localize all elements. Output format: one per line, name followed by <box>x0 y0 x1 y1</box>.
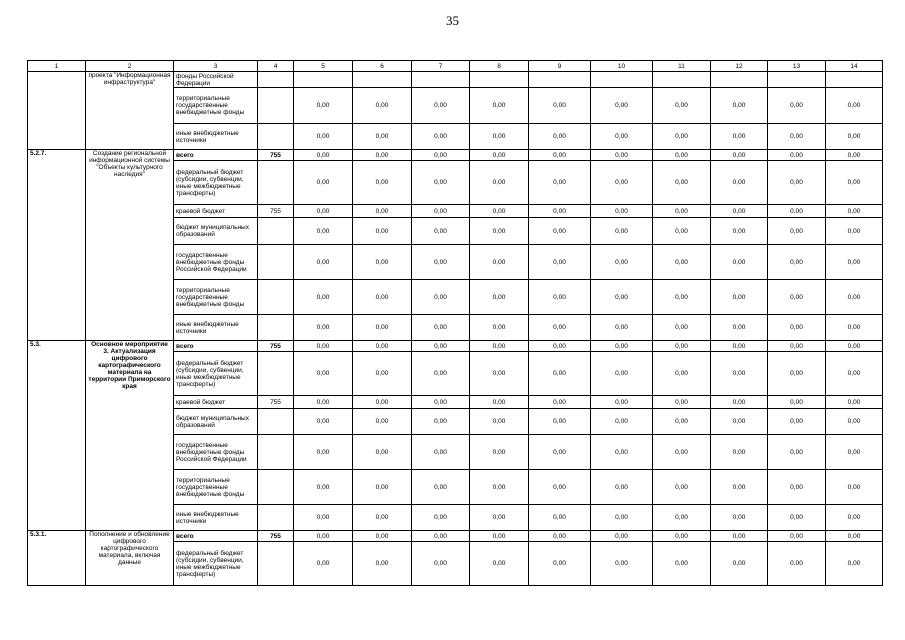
value-cell: 0,00 <box>826 124 883 150</box>
value-cell <box>653 72 711 88</box>
value-cell: 0,00 <box>826 205 883 218</box>
value-cell: 0,00 <box>826 505 883 531</box>
value-cell: 0,00 <box>294 542 353 586</box>
value-cell: 0,00 <box>591 542 653 586</box>
value-cell: 0,00 <box>412 205 470 218</box>
value-cell <box>768 72 826 88</box>
value-cell: 0,00 <box>653 218 711 245</box>
table-row <box>28 531 883 542</box>
value-cell <box>353 72 412 88</box>
value-cell: 0,00 <box>591 205 653 218</box>
value-cell: 0,00 <box>412 161 470 205</box>
value-cell: 0,00 <box>353 205 412 218</box>
value-cell: 0,00 <box>529 245 591 280</box>
value-cell <box>412 72 470 88</box>
budget-code <box>258 409 294 435</box>
funding-source: территориальные государственные внебюджетные фонды <box>174 280 258 315</box>
value-cell: 0,00 <box>768 396 826 409</box>
value-cell: 0,00 <box>826 341 883 352</box>
value-cell: 0,00 <box>470 396 529 409</box>
value-cell: 0,00 <box>653 505 711 531</box>
value-cell: 0,00 <box>653 150 711 161</box>
value-cell: 0,00 <box>826 150 883 161</box>
header-cell: 3 <box>174 61 258 72</box>
value-cell: 0,00 <box>529 435 591 470</box>
value-cell: 0,00 <box>470 409 529 435</box>
budget-code <box>258 470 294 505</box>
value-cell: 0,00 <box>294 124 353 150</box>
value-cell: 0,00 <box>826 396 883 409</box>
value-cell: 0,00 <box>353 150 412 161</box>
value-cell: 0,00 <box>591 150 653 161</box>
value-cell: 0,00 <box>412 280 470 315</box>
budget-code <box>258 280 294 315</box>
value-cell: 0,00 <box>826 542 883 586</box>
value-cell: 0,00 <box>470 435 529 470</box>
value-cell: 0,00 <box>826 352 883 396</box>
value-cell: 0,00 <box>711 124 768 150</box>
value-cell: 0,00 <box>826 280 883 315</box>
header-cell: 1 <box>28 61 86 72</box>
header-cell: 2 <box>86 61 174 72</box>
value-cell: 0,00 <box>470 245 529 280</box>
value-cell: 0,00 <box>529 280 591 315</box>
value-cell: 0,00 <box>412 341 470 352</box>
value-cell: 0,00 <box>826 88 883 124</box>
budget-code <box>258 352 294 396</box>
value-cell: 0,00 <box>412 352 470 396</box>
value-cell: 0,00 <box>529 396 591 409</box>
funding-source: территориальные государственные внебюджетные фонды <box>174 470 258 505</box>
value-cell: 0,00 <box>653 124 711 150</box>
page-number: 35 <box>446 13 459 28</box>
header-row <box>28 61 883 72</box>
funding-source: иные внебюджетные источники <box>174 124 258 150</box>
value-cell: 0,00 <box>529 161 591 205</box>
value-cell: 0,00 <box>591 124 653 150</box>
value-cell: 0,00 <box>768 341 826 352</box>
value-cell: 0,00 <box>412 88 470 124</box>
value-cell: 0,00 <box>768 124 826 150</box>
budget-code <box>258 542 294 586</box>
header-cell: 7 <box>412 61 470 72</box>
value-cell: 0,00 <box>711 505 768 531</box>
value-cell: 0,00 <box>653 341 711 352</box>
value-cell <box>711 72 768 88</box>
item-title: Основное мероприятие 3. Актуализация цифрового картографического материала на территории Приморского края <box>86 341 174 531</box>
value-cell: 0,00 <box>711 409 768 435</box>
value-cell: 0,00 <box>653 315 711 341</box>
value-cell: 0,00 <box>294 218 353 245</box>
item-number: 5.2.7. <box>28 150 86 341</box>
value-cell: 0,00 <box>826 245 883 280</box>
header-cell: 10 <box>591 61 653 72</box>
value-cell: 0,00 <box>294 470 353 505</box>
funding-source: государственные внебюджетные фонды Российской Федерации <box>174 245 258 280</box>
funding-source: иные внебюджетные источники <box>174 505 258 531</box>
value-cell: 0,00 <box>591 505 653 531</box>
funding-source: бюджет муниципальных образований <box>174 409 258 435</box>
value-cell: 0,00 <box>711 435 768 470</box>
header-cell: 5 <box>294 61 353 72</box>
value-cell: 0,00 <box>529 505 591 531</box>
value-cell: 0,00 <box>711 396 768 409</box>
value-cell: 0,00 <box>711 315 768 341</box>
table-row <box>28 150 883 161</box>
value-cell: 0,00 <box>353 435 412 470</box>
value-cell: 0,00 <box>353 470 412 505</box>
value-cell: 0,00 <box>529 150 591 161</box>
value-cell <box>294 72 353 88</box>
value-cell: 0,00 <box>353 218 412 245</box>
value-cell: 0,00 <box>353 531 412 542</box>
header-cell: 4 <box>258 61 294 72</box>
budget-code: 755 <box>258 341 294 352</box>
value-cell: 0,00 <box>653 531 711 542</box>
value-cell: 0,00 <box>711 531 768 542</box>
value-cell: 0,00 <box>353 409 412 435</box>
value-cell: 0,00 <box>529 531 591 542</box>
value-cell: 0,00 <box>768 531 826 542</box>
value-cell: 0,00 <box>653 88 711 124</box>
budget-code <box>258 124 294 150</box>
value-cell: 0,00 <box>529 352 591 396</box>
funding-source: всего <box>174 341 258 352</box>
value-cell: 0,00 <box>294 245 353 280</box>
value-cell: 0,00 <box>591 161 653 205</box>
budget-table <box>27 60 883 586</box>
budget-code <box>258 218 294 245</box>
value-cell: 0,00 <box>591 315 653 341</box>
table-body <box>28 61 883 586</box>
funding-source: федеральный бюджет (субсидии, субвенции, иные межбюджетные трансферты) <box>174 542 258 586</box>
value-cell: 0,00 <box>353 161 412 205</box>
value-cell: 0,00 <box>591 409 653 435</box>
value-cell: 0,00 <box>711 150 768 161</box>
value-cell: 0,00 <box>470 150 529 161</box>
value-cell: 0,00 <box>470 505 529 531</box>
value-cell: 0,00 <box>353 542 412 586</box>
value-cell: 0,00 <box>470 124 529 150</box>
header-cell: 14 <box>826 61 883 72</box>
value-cell: 0,00 <box>412 409 470 435</box>
funding-source: федеральный бюджет (субсидии, субвенции, иные межбюджетные трансферты) <box>174 161 258 205</box>
value-cell: 0,00 <box>470 315 529 341</box>
value-cell: 0,00 <box>412 470 470 505</box>
value-cell: 0,00 <box>353 315 412 341</box>
budget-code: 755 <box>258 205 294 218</box>
value-cell: 0,00 <box>711 161 768 205</box>
value-cell: 0,00 <box>711 205 768 218</box>
value-cell: 0,00 <box>412 315 470 341</box>
value-cell: 0,00 <box>653 205 711 218</box>
value-cell: 0,00 <box>826 409 883 435</box>
value-cell: 0,00 <box>353 396 412 409</box>
value-cell: 0,00 <box>470 352 529 396</box>
table-row <box>28 72 883 88</box>
value-cell: 0,00 <box>826 531 883 542</box>
value-cell: 0,00 <box>711 88 768 124</box>
value-cell: 0,00 <box>653 352 711 396</box>
value-cell: 0,00 <box>412 542 470 586</box>
funding-source: иные внебюджетные источники <box>174 315 258 341</box>
value-cell: 0,00 <box>412 396 470 409</box>
value-cell: 0,00 <box>294 396 353 409</box>
header-cell: 12 <box>711 61 768 72</box>
value-cell: 0,00 <box>711 352 768 396</box>
value-cell: 0,00 <box>768 409 826 435</box>
value-cell: 0,00 <box>529 542 591 586</box>
value-cell: 0,00 <box>470 161 529 205</box>
value-cell: 0,00 <box>768 542 826 586</box>
value-cell: 0,00 <box>711 280 768 315</box>
value-cell: 0,00 <box>653 245 711 280</box>
value-cell: 0,00 <box>826 470 883 505</box>
value-cell: 0,00 <box>591 396 653 409</box>
value-cell: 0,00 <box>470 218 529 245</box>
value-cell: 0,00 <box>529 124 591 150</box>
value-cell: 0,00 <box>653 470 711 505</box>
value-cell: 0,00 <box>591 352 653 396</box>
value-cell: 0,00 <box>768 280 826 315</box>
value-cell: 0,00 <box>353 280 412 315</box>
budget-code <box>258 161 294 205</box>
budget-code: 755 <box>258 150 294 161</box>
value-cell: 0,00 <box>711 218 768 245</box>
value-cell: 0,00 <box>591 245 653 280</box>
value-cell: 0,00 <box>294 352 353 396</box>
budget-code: 755 <box>258 531 294 542</box>
value-cell <box>591 72 653 88</box>
header-cell: 13 <box>768 61 826 72</box>
item-title: Создание региональной информационной системы "Объекты культурного наследия" <box>86 150 174 341</box>
value-cell: 0,00 <box>470 280 529 315</box>
value-cell: 0,00 <box>768 161 826 205</box>
value-cell: 0,00 <box>653 396 711 409</box>
value-cell: 0,00 <box>653 435 711 470</box>
value-cell: 0,00 <box>529 205 591 218</box>
value-cell: 0,00 <box>768 470 826 505</box>
header-cell: 9 <box>529 61 591 72</box>
value-cell: 0,00 <box>711 542 768 586</box>
value-cell: 0,00 <box>768 315 826 341</box>
value-cell: 0,00 <box>653 409 711 435</box>
value-cell: 0,00 <box>294 205 353 218</box>
value-cell: 0,00 <box>826 218 883 245</box>
value-cell: 0,00 <box>768 205 826 218</box>
value-cell: 0,00 <box>826 435 883 470</box>
value-cell: 0,00 <box>529 88 591 124</box>
funding-source: бюджет муниципальных образований <box>174 218 258 245</box>
item-title: проекта "Информационная инфраструктура" <box>86 72 174 150</box>
item-title: Пополнение и обновление цифрового картографического материала, включая данные <box>86 531 174 586</box>
funding-source: краевой бюджет <box>174 396 258 409</box>
value-cell: 0,00 <box>294 531 353 542</box>
value-cell: 0,00 <box>294 150 353 161</box>
budget-code <box>258 88 294 124</box>
header-cell: 6 <box>353 61 412 72</box>
item-number: 5.3.1. <box>28 531 86 586</box>
value-cell: 0,00 <box>591 88 653 124</box>
budget-code <box>258 72 294 88</box>
funding-source: краевой бюджет <box>174 205 258 218</box>
value-cell: 0,00 <box>294 88 353 124</box>
value-cell: 0,00 <box>294 409 353 435</box>
budget-code <box>258 435 294 470</box>
budget-code <box>258 505 294 531</box>
budget-code <box>258 245 294 280</box>
value-cell: 0,00 <box>470 470 529 505</box>
value-cell: 0,00 <box>412 218 470 245</box>
value-cell: 0,00 <box>529 315 591 341</box>
value-cell: 0,00 <box>412 245 470 280</box>
value-cell: 0,00 <box>591 280 653 315</box>
value-cell: 0,00 <box>529 409 591 435</box>
value-cell: 0,00 <box>591 218 653 245</box>
value-cell: 0,00 <box>768 505 826 531</box>
funding-source: территориальные государственные внебюджетные фонды <box>174 88 258 124</box>
value-cell: 0,00 <box>768 245 826 280</box>
value-cell: 0,00 <box>653 280 711 315</box>
value-cell: 0,00 <box>470 542 529 586</box>
value-cell: 0,00 <box>353 505 412 531</box>
value-cell: 0,00 <box>529 470 591 505</box>
value-cell: 0,00 <box>711 470 768 505</box>
value-cell: 0,00 <box>470 205 529 218</box>
value-cell: 0,00 <box>711 341 768 352</box>
value-cell: 0,00 <box>353 88 412 124</box>
funding-source: государственные внебюджетные фонды Российской Федерации <box>174 435 258 470</box>
value-cell: 0,00 <box>826 315 883 341</box>
value-cell <box>470 72 529 88</box>
item-number <box>28 72 86 150</box>
value-cell: 0,00 <box>768 352 826 396</box>
value-cell: 0,00 <box>294 161 353 205</box>
funding-source: всего <box>174 150 258 161</box>
budget-code <box>258 315 294 341</box>
value-cell: 0,00 <box>353 245 412 280</box>
item-number: 5.3. <box>28 341 86 531</box>
value-cell: 0,00 <box>294 280 353 315</box>
value-cell: 0,00 <box>294 505 353 531</box>
value-cell: 0,00 <box>353 341 412 352</box>
header-cell: 8 <box>470 61 529 72</box>
funding-source: фонды Российской Федерации <box>174 72 258 88</box>
value-cell: 0,00 <box>529 218 591 245</box>
value-cell: 0,00 <box>294 435 353 470</box>
value-cell: 0,00 <box>768 435 826 470</box>
funding-source: федеральный бюджет (субсидии, субвенции, иные межбюджетные трансферты) <box>174 352 258 396</box>
value-cell: 0,00 <box>826 161 883 205</box>
value-cell <box>826 72 883 88</box>
value-cell: 0,00 <box>294 315 353 341</box>
value-cell: 0,00 <box>768 218 826 245</box>
value-cell: 0,00 <box>412 505 470 531</box>
value-cell: 0,00 <box>653 542 711 586</box>
value-cell: 0,00 <box>353 352 412 396</box>
value-cell: 0,00 <box>412 150 470 161</box>
table-row <box>28 341 883 352</box>
value-cell: 0,00 <box>529 341 591 352</box>
value-cell: 0,00 <box>470 531 529 542</box>
budget-code: 755 <box>258 396 294 409</box>
value-cell: 0,00 <box>591 531 653 542</box>
value-cell: 0,00 <box>591 435 653 470</box>
value-cell: 0,00 <box>653 161 711 205</box>
header-cell: 11 <box>653 61 711 72</box>
value-cell: 0,00 <box>470 88 529 124</box>
value-cell: 0,00 <box>294 341 353 352</box>
value-cell: 0,00 <box>711 245 768 280</box>
value-cell: 0,00 <box>353 124 412 150</box>
value-cell: 0,00 <box>412 531 470 542</box>
value-cell: 0,00 <box>768 88 826 124</box>
value-cell: 0,00 <box>412 435 470 470</box>
value-cell: 0,00 <box>591 341 653 352</box>
value-cell: 0,00 <box>412 124 470 150</box>
value-cell <box>529 72 591 88</box>
value-cell: 0,00 <box>768 150 826 161</box>
value-cell: 0,00 <box>591 470 653 505</box>
funding-source: всего <box>174 531 258 542</box>
value-cell: 0,00 <box>470 341 529 352</box>
